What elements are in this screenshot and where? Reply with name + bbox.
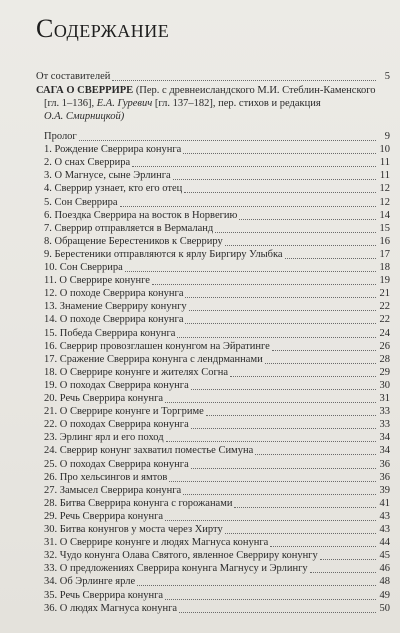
saga-credit-line1: (Пер. с древнеисландского М.И. Стеблин-Каменского [135,85,376,96]
toc-entry [44,196,390,209]
toc-entry-label: 21. О Сверрире конунге и Торгриме [44,406,204,418]
toc-entry [44,392,390,405]
toc-entry [44,143,390,156]
dot-leader [230,367,376,377]
toc-entry-page: 5 [384,71,390,82]
toc-entry-label: 33. О предложениях Сверрира конунга Магнусу и Эрлингу [44,563,308,575]
toc-entry-label: Пролог [44,131,77,142]
toc-entry [44,549,390,562]
toc-entry-label: 5. Сон Сверрира [44,196,118,208]
dot-leader [191,380,376,390]
toc-entry-page: 44 [379,537,390,549]
toc-entry [44,510,390,523]
dot-leader [239,210,376,220]
toc-entry-page: 29 [379,366,390,378]
dot-leader [285,249,376,259]
dot-leader [165,511,376,521]
dot-leader [185,288,376,298]
toc-entry [44,431,390,444]
toc-entry-page: 16 [379,235,390,247]
toc-entry [44,261,390,274]
toc-entry-label: 34. Об Эрлинге ярле [44,576,136,588]
toc-entry-page: 11 [379,157,390,169]
toc-entry [44,340,390,353]
toc-entry-page: 30 [379,379,390,391]
toc-entry [44,523,390,536]
toc-entry [44,536,390,549]
toc-entry-label: 23. Эрлинг ярл и его поход [44,432,164,444]
saga-credit-translator: Е.А. Гуревич [96,98,153,109]
toc-entry-page: 22 [379,301,390,313]
toc-entry-label: 10. Сон Сверрира [44,262,123,273]
toc-entry [44,379,390,392]
toc-entry-label: 7. Сверрир отправляется в Вермаланд [44,222,214,234]
toc-entry-label: 4. Сверрир узнает, кто его отец [44,183,183,195]
toc-entry-page: 43 [379,524,390,535]
dot-leader [185,314,376,324]
toc-entry-page: 46 [379,563,390,575]
toc-entry [44,209,390,222]
dot-leader [191,459,376,469]
dot-leader [165,393,376,403]
toc-entry [44,313,390,326]
toc-entry-label: От составителей [36,71,111,82]
toc-entry [44,444,390,457]
toc-entry-label: 3. О Магнусе, сыне Эрлинга [44,170,171,182]
toc-entry-label: 17. Сражение Сверрира конунга с лендрманнами [44,353,263,365]
toc-entry-label: 26. Про хельсингов и ямтов [44,471,168,483]
toc-entry-label: 29. Речь Сверрира конунга [44,510,164,522]
toc-entry [44,222,390,235]
toc-entry-label: 6. Поездка Сверрира на восток в Норвегию [44,209,238,221]
toc-entry-page: 15 [379,222,390,234]
dot-leader [225,236,376,246]
toc-entry-page: 39 [379,484,390,496]
toc-entry-label: 13. Знамение Сверриру конунгу [44,301,187,313]
toc-entry-page: 14 [379,209,390,221]
dot-leader [215,223,376,233]
dot-leader [206,406,376,416]
dot-leader [270,537,376,547]
toc-entry [44,248,390,261]
toc-entry [44,130,390,143]
toc-entry [44,602,390,615]
toc-entry-page: 19 [379,275,390,287]
dot-leader [320,550,376,560]
dot-leader [166,432,376,442]
toc-entry-label: 27. Замысел Сверрира конунга [44,484,182,496]
toc-entry [44,235,390,248]
toc-entry [44,366,390,379]
dot-leader [112,71,376,81]
dot-leader [79,131,376,141]
toc-entry-label: 31. О Сверрире конунге и людях Магнуса конунга [44,537,269,549]
toc-entry-label: 22. О походах Сверрира конунга [44,419,189,431]
dot-leader [125,262,376,272]
toc-entry-page: 33 [379,406,390,418]
toc-entry-label: 24. Сверрир конунг захватил поместье Симуна [44,445,254,457]
saga-credit-line3: О.А. Смирницкой) [44,111,125,122]
toc-entry [44,353,390,366]
dot-leader [183,485,376,495]
dot-leader [310,563,376,573]
dot-leader [177,328,376,338]
saga-credit-range1: [гл. 1–136], [44,98,95,109]
toc-entry-label: 14. О походе Сверрира конунга [44,314,184,326]
dot-leader [255,445,376,455]
toc-entry [44,287,390,300]
dot-leader [137,576,376,586]
toc-entry-page: 22 [379,314,390,326]
toc-entry-page: 49 [379,589,390,601]
toc-entry-page: 36 [379,458,390,470]
toc-entry-label: 15. Победа Сверрира конунга [44,327,176,339]
dot-leader [265,354,376,364]
toc-entry-page: 34 [379,445,390,457]
toc-entry-label: 35. Речь Сверрира конунга [44,589,164,601]
toc-entry-label: 25. О походах Сверрира конунга [44,458,189,470]
toc-entry-page: 18 [379,262,390,273]
toc-entry-label: 11. О Сверрире конунге [44,275,150,287]
dot-leader [234,498,376,508]
toc-entry-page: 10 [379,144,390,156]
dot-leader [173,170,376,180]
toc-entry-label: 16. Сверрир провозглашен конунгом на Эйратинге [44,340,270,352]
toc-entry-label: 28. Битва Сверрира конунга с горожанами [44,497,233,509]
toc-entry [44,418,390,431]
toc-entry-page: 48 [379,576,390,588]
toc-entry [44,497,390,510]
dot-leader [152,275,376,285]
toc-entry-page: 24 [379,327,390,339]
toc-entry-preface [36,70,390,83]
dot-leader [169,472,376,482]
toc-entry-page: 9 [384,131,390,142]
toc-entry-page: 12 [379,196,390,208]
dot-leader [183,144,376,154]
toc-entry [44,405,390,418]
toc-entry [44,471,390,484]
toc-entry [44,300,390,313]
toc-entry-label: 12. О походе Сверрира конунга [44,288,184,300]
toc-entry-page: 28 [379,353,390,365]
toc-entry-page: 45 [379,550,390,562]
toc-entry-label: 19. О походах Сверрира конунга [44,379,189,391]
saga-heading [36,84,390,123]
dot-leader [179,603,376,613]
dot-leader [225,524,376,534]
saga-credit-line2 [36,97,390,110]
toc-entry-page: 50 [379,602,390,614]
toc-entry-page: 36 [379,471,390,483]
toc-entry-label: 2. О снах Сверрира [44,157,131,169]
toc-entry [44,575,390,588]
page-title: Содержание [36,14,170,43]
dot-leader [165,590,376,600]
toc-entry-page: 11 [379,170,390,182]
toc-entry-page: 17 [379,248,390,260]
toc-entry-page: 33 [379,419,390,431]
toc-entry [44,484,390,497]
toc-entry [44,182,390,195]
toc-entry [44,589,390,602]
dot-leader [272,341,376,351]
toc-entry-label: 30. Битва конунгов у моста через Хирту [44,524,223,535]
toc-entry-label: 32. Чудо конунга Олава Святого, явленное Сверриру конунгу [44,550,318,562]
toc-entry-page: 12 [379,183,390,195]
toc-entry-page: 21 [379,288,390,300]
dot-leader [191,419,376,429]
toc-entry-label: 18. О Сверрире конунге и жителях Согна [44,366,229,378]
toc-entry-label: 9. Берестеники отправляются к ярлу Биргиру Улыбка [44,248,283,260]
dot-leader [184,183,376,193]
dot-leader [132,157,376,167]
toc-entry [44,562,390,575]
toc-entry [44,156,390,169]
toc-entry-page: 26 [379,340,390,352]
toc-entry [44,327,390,340]
toc-entry-page: 31 [379,393,390,404]
toc-entry-label: 8. Обращение Берестеников к Сверриру [44,235,223,247]
toc-entry-label: 1. Рождение Сверрира конунга [44,144,182,156]
saga-title: САГА О СВЕРРИРЕ [36,85,134,96]
dot-leader [189,301,376,311]
toc-entry [44,458,390,471]
toc-entry-label: 36. О людях Магнуса конунга [44,602,178,614]
toc-entry-page: 34 [379,432,390,444]
toc-entry [44,274,390,287]
dot-leader [120,197,376,207]
toc-entry-label: 20. Речь Сверрира конунга [44,393,164,404]
toc-entry [44,169,390,182]
toc-entry-page: 43 [379,510,390,522]
toc-entry-page: 41 [379,497,390,509]
saga-credit-range2: [гл. 137–182], пер. стихов и редакция [154,98,321,109]
